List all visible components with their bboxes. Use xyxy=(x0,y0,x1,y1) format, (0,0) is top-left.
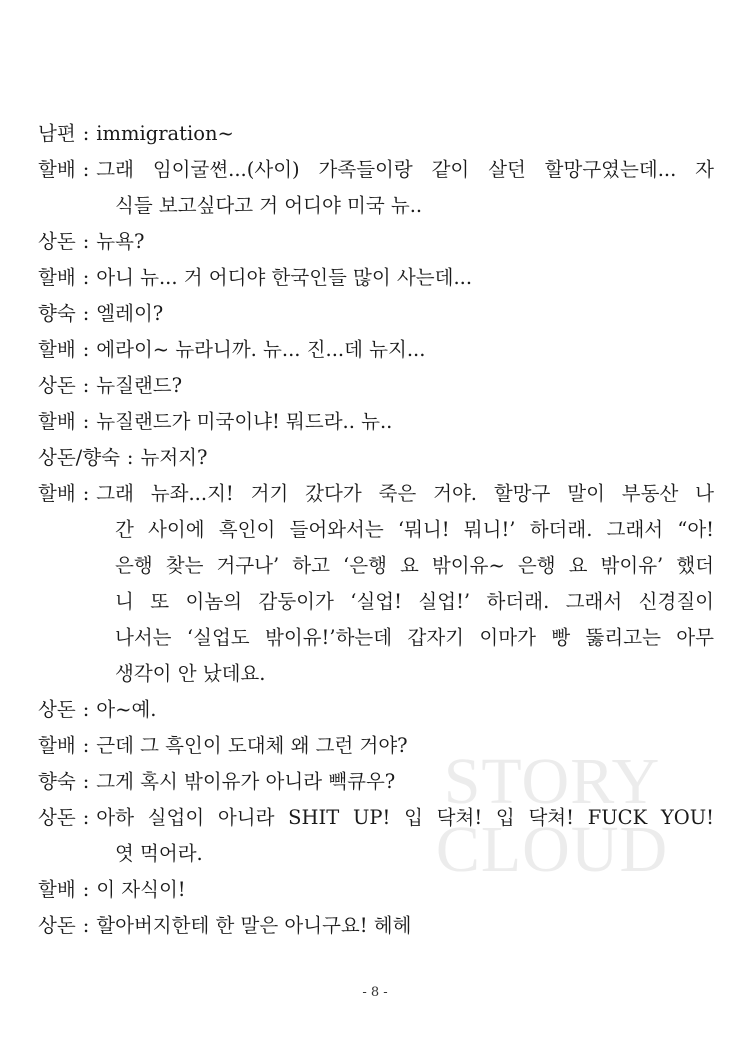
speaker-separator: : xyxy=(82,770,90,793)
dialogue-line xyxy=(38,908,714,944)
dialogue-line xyxy=(38,800,714,836)
speaker-separator: : xyxy=(82,338,90,361)
dialogue-text: 뉴질랜드가 미국이냐! 뭐드라.. 뉴.. xyxy=(96,410,393,433)
speaker-separator: : xyxy=(82,410,90,433)
dialogue-line xyxy=(38,764,714,800)
dialogue-text: 아하 실업이 아니라 SHIT UP! 입 닥쳐! 입 닥쳐! FUCK YOU! xyxy=(96,806,714,829)
dialogue-text: 에라이~ 뉴라니까. 뉴... 진...데 뉴지... xyxy=(96,338,426,361)
dialogue-text: 그래 임이굴쎤...(사이) 가족들이랑 같이 살던 할망구였는데... 자 xyxy=(96,158,714,181)
dialogue-text: 이 자식이! xyxy=(96,878,186,901)
dialogue-text: 엿 먹어라. xyxy=(115,842,203,865)
speaker-name: 향숙 xyxy=(38,302,76,325)
dialogue-continuation xyxy=(38,620,714,656)
dialogue-text: 뉴저지? xyxy=(140,446,208,469)
dialogue-text: 니 또 이놈의 감둥이가 ‘실업! 실업!’ 하더래. 그래서 신경질이 xyxy=(115,590,714,613)
speaker-separator: : xyxy=(82,302,90,325)
speaker-name: 상돈 xyxy=(38,374,76,397)
dialogue-line xyxy=(38,404,714,440)
speaker-name: 할배 xyxy=(38,266,76,289)
dialogue-text: 은행 찾는 거구나’ 하고 ‘은행 요 밖이유~ 은행 요 밖이유’ 했더 xyxy=(115,554,714,577)
speaker-name: 남편 xyxy=(38,122,76,145)
speaker-separator: : xyxy=(126,446,134,469)
speaker-separator: : xyxy=(82,806,90,829)
dialogue-continuation xyxy=(38,548,714,584)
dialogue-continuation xyxy=(38,188,714,224)
speaker-separator: : xyxy=(82,230,90,253)
dialogue-text: 뉴질랜드? xyxy=(96,374,183,397)
speaker-separator: : xyxy=(82,482,90,505)
speaker-separator: : xyxy=(82,122,90,145)
dialogue-line xyxy=(38,116,714,152)
dialogue-continuation xyxy=(38,836,714,872)
dialogue-line xyxy=(38,152,714,188)
dialogue-line xyxy=(38,728,714,764)
speaker-name: 향숙 xyxy=(38,770,76,793)
dialogue-line xyxy=(38,872,714,908)
dialogue-line xyxy=(38,296,714,332)
speaker-separator: : xyxy=(82,374,90,397)
speaker-name: 상돈 xyxy=(38,806,76,829)
dialogue-continuation xyxy=(38,656,714,692)
dialogue-line xyxy=(38,692,714,728)
dialogue-text: 뉴욕? xyxy=(96,230,145,253)
speaker-separator: : xyxy=(82,158,90,181)
dialogue-line xyxy=(38,260,714,296)
dialogue-text: 나서는 ‘실업도 밖이유!’하는데 갑자기 이마가 빵 뚫리고는 아무 xyxy=(115,626,714,649)
page-number: - 8 - xyxy=(362,985,388,1000)
dialogue-text: 식들 보고싶다고 거 어디야 미국 뉴.. xyxy=(115,194,423,217)
speaker-name: 상돈 xyxy=(38,230,76,253)
speaker-name: 할배 xyxy=(38,158,76,181)
speaker-separator: : xyxy=(82,734,90,757)
dialogue-text: 생각이 안 났데요. xyxy=(115,662,266,685)
speaker-separator: : xyxy=(82,698,90,721)
dialogue-continuation xyxy=(38,584,714,620)
dialogue-line xyxy=(38,224,714,260)
speaker-separator: : xyxy=(82,914,90,937)
dialogue-line xyxy=(38,368,714,404)
speaker-name: 할배 xyxy=(38,878,76,901)
script-body xyxy=(38,116,714,944)
dialogue-text: 근데 그 흑인이 도대체 왜 그런 거야? xyxy=(96,734,408,757)
watermark-line-2: CLOUD xyxy=(435,813,669,886)
dialogue-text: 그래 뉴좌...지! 거기 갔다가 죽은 거야. 할망구 말이 부동산 나 xyxy=(96,482,714,505)
dialogue-text: 간 사이에 흑인이 들어와서는 ‘뭐니! 뭐니!’ 하더래. 그래서 “아! xyxy=(115,518,714,541)
dialogue-line xyxy=(38,332,714,368)
dialogue-line xyxy=(38,440,714,476)
speaker-name: 할배 xyxy=(38,734,76,757)
speaker-name: 할배 xyxy=(38,410,76,433)
speaker-name: 상돈 xyxy=(38,698,76,721)
dialogue-text: 할아버지한테 한 말은 아니구요! 헤헤 xyxy=(96,914,412,937)
watermark-line-1: STORY xyxy=(443,745,661,818)
speaker-name: 상돈/향숙 xyxy=(38,446,120,469)
dialogue-continuation xyxy=(38,512,714,548)
speaker-name: 할배 xyxy=(38,338,76,361)
speaker-separator: : xyxy=(82,878,90,901)
dialogue-text: 엘레이? xyxy=(96,302,164,325)
dialogue-text: 아니 뉴... 거 어디야 한국인들 많이 사는데... xyxy=(96,266,473,289)
dialogue-text: immigration~ xyxy=(96,122,234,145)
speaker-name: 상돈 xyxy=(38,914,76,937)
dialogue-line xyxy=(38,476,714,512)
speaker-separator: : xyxy=(82,266,90,289)
speaker-name: 할배 xyxy=(38,482,76,505)
dialogue-text: 아~예. xyxy=(96,698,157,721)
dialogue-text: 그게 혹시 밖이유가 아니라 빽큐우? xyxy=(96,770,396,793)
